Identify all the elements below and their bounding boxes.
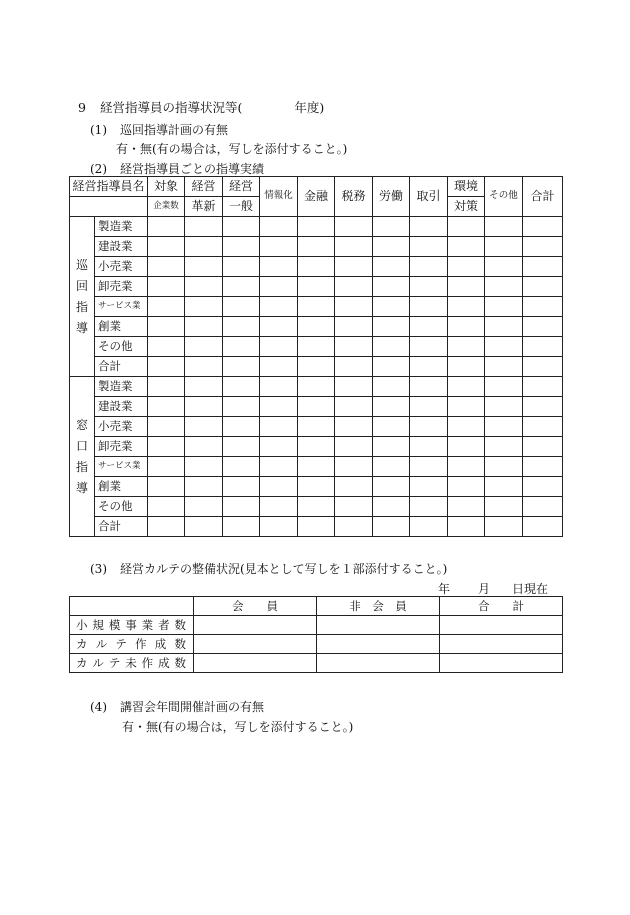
- data-cell[interactable]: [335, 297, 373, 317]
- data-cell[interactable]: [223, 517, 260, 537]
- data-cell[interactable]: [298, 297, 335, 317]
- data-cell[interactable]: [148, 437, 185, 457]
- data-cell[interactable]: [185, 377, 223, 397]
- data-cell[interactable]: [485, 297, 523, 317]
- data-cell[interactable]: [148, 297, 185, 317]
- data-cell[interactable]: [373, 417, 410, 437]
- col-kakushin-bottom: 革新: [185, 197, 223, 217]
- guidance-row: [70, 317, 563, 337]
- guidance-row: [70, 477, 563, 497]
- date-month: 月: [478, 582, 491, 596]
- data-cell[interactable]: [373, 457, 410, 477]
- data-cell[interactable]: [523, 357, 563, 377]
- data-cell[interactable]: [223, 417, 260, 437]
- data-cell[interactable]: [148, 417, 185, 437]
- karte-col-nonmember: 非 会 員: [317, 597, 440, 616]
- data-cell[interactable]: [148, 397, 185, 417]
- data-cell[interactable]: [485, 257, 523, 277]
- karte-cell[interactable]: [440, 616, 563, 635]
- data-cell[interactable]: [298, 217, 335, 237]
- data-cell[interactable]: [335, 437, 373, 457]
- data-cell[interactable]: [185, 237, 223, 257]
- karte-cell[interactable]: [194, 635, 317, 654]
- data-cell[interactable]: [335, 357, 373, 377]
- industry-label: 合計: [95, 357, 148, 377]
- industry-label: 建設業: [95, 397, 148, 417]
- data-cell[interactable]: [148, 237, 185, 257]
- data-cell[interactable]: [335, 417, 373, 437]
- data-cell[interactable]: [148, 257, 185, 277]
- data-cell[interactable]: [523, 317, 563, 337]
- karte-col-total: 合 計: [440, 597, 563, 616]
- data-cell[interactable]: [298, 277, 335, 297]
- data-cell[interactable]: [185, 297, 223, 317]
- guidance-row: [70, 337, 563, 357]
- data-cell[interactable]: [335, 377, 373, 397]
- data-cell[interactable]: [448, 377, 485, 397]
- data-cell[interactable]: [185, 337, 223, 357]
- data-cell[interactable]: [298, 337, 335, 357]
- karte-cell[interactable]: [194, 616, 317, 635]
- data-cell[interactable]: [448, 517, 485, 537]
- data-cell[interactable]: [260, 297, 298, 317]
- data-cell[interactable]: [335, 517, 373, 537]
- data-cell[interactable]: [298, 457, 335, 477]
- data-cell[interactable]: [148, 377, 185, 397]
- group-char: 指: [75, 459, 88, 474]
- data-cell[interactable]: [223, 457, 260, 477]
- data-cell[interactable]: [298, 517, 335, 537]
- group-char: 窓: [75, 417, 88, 432]
- section-title: 経営指導員の指導状況等(: [100, 100, 243, 115]
- data-cell[interactable]: [523, 457, 563, 477]
- data-cell[interactable]: [185, 317, 223, 337]
- data-cell[interactable]: [373, 317, 410, 337]
- data-cell[interactable]: [410, 397, 448, 417]
- col-kakushin-top: 経営: [185, 177, 223, 197]
- karte-cell[interactable]: [440, 654, 563, 673]
- data-cell[interactable]: [410, 217, 448, 237]
- data-cell[interactable]: [223, 397, 260, 417]
- col-torihiki: 取引: [410, 177, 448, 217]
- data-cell[interactable]: [523, 297, 563, 317]
- data-cell[interactable]: [223, 297, 260, 317]
- data-cell[interactable]: [148, 277, 185, 297]
- data-cell[interactable]: [148, 517, 185, 537]
- sub4-number: (4): [90, 700, 107, 714]
- col-zeimu: 税務: [335, 177, 373, 217]
- data-cell[interactable]: [298, 237, 335, 257]
- data-cell[interactable]: [523, 377, 563, 397]
- data-cell[interactable]: [485, 237, 523, 257]
- data-cell[interactable]: [185, 497, 223, 517]
- data-cell[interactable]: [148, 497, 185, 517]
- data-cell[interactable]: [523, 517, 563, 537]
- data-cell[interactable]: [148, 337, 185, 357]
- data-cell[interactable]: [523, 277, 563, 297]
- data-cell[interactable]: [373, 257, 410, 277]
- data-cell[interactable]: [485, 317, 523, 337]
- data-cell[interactable]: [410, 497, 448, 517]
- sub2-label: 経営指導員ごとの指導実績: [120, 162, 265, 176]
- data-cell[interactable]: [373, 497, 410, 517]
- data-cell[interactable]: [335, 317, 373, 337]
- industry-label: 卸売業: [95, 437, 148, 457]
- data-cell[interactable]: [223, 437, 260, 457]
- data-cell[interactable]: [298, 477, 335, 497]
- data-cell[interactable]: [298, 497, 335, 517]
- data-cell[interactable]: [260, 517, 298, 537]
- data-cell[interactable]: [335, 217, 373, 237]
- data-cell[interactable]: [373, 357, 410, 377]
- col-joho: 情報化: [260, 177, 298, 217]
- guidance-row: [70, 257, 563, 277]
- col-kankyo-top: 環境: [448, 177, 485, 197]
- data-cell[interactable]: [523, 217, 563, 237]
- data-cell[interactable]: [185, 477, 223, 497]
- karte-table: [69, 596, 563, 673]
- guidance-row: [70, 237, 563, 257]
- col-gokei: 合計: [523, 177, 563, 217]
- data-cell[interactable]: [485, 417, 523, 437]
- data-cell[interactable]: [448, 457, 485, 477]
- group-char: 指: [75, 299, 88, 314]
- karte-cell[interactable]: [317, 635, 440, 654]
- industry-label: 創業: [95, 317, 148, 337]
- data-cell[interactable]: [410, 477, 448, 497]
- group-char: 回: [75, 278, 88, 293]
- karte-cell[interactable]: [440, 635, 563, 654]
- date-line: [438, 580, 548, 597]
- date-year: 年: [438, 582, 451, 596]
- data-cell[interactable]: [448, 337, 485, 357]
- data-cell[interactable]: [448, 497, 485, 517]
- data-cell[interactable]: [410, 357, 448, 377]
- industry-label: 製造業: [95, 217, 148, 237]
- data-cell[interactable]: [148, 357, 185, 377]
- data-cell[interactable]: [298, 397, 335, 417]
- data-cell[interactable]: [335, 457, 373, 477]
- sub4-heading: [90, 698, 264, 715]
- group-char: 導: [75, 320, 88, 335]
- data-cell[interactable]: [260, 497, 298, 517]
- data-cell[interactable]: [448, 317, 485, 337]
- data-cell[interactable]: [223, 277, 260, 297]
- sub4-options: 有・無(有の場合は，写しを添付すること。): [122, 720, 354, 734]
- industry-label: 創業: [95, 477, 148, 497]
- data-cell[interactable]: [448, 277, 485, 297]
- data-cell[interactable]: [373, 477, 410, 497]
- corner-header: 経営指導員名: [70, 177, 148, 197]
- guidance-row: [70, 517, 563, 537]
- karte-row-label: カルテ作成数: [70, 635, 194, 654]
- col-kankyo-bottom: 対策: [448, 197, 485, 217]
- industry-label: 小売業: [95, 417, 148, 437]
- data-cell[interactable]: [410, 317, 448, 337]
- data-cell[interactable]: [485, 437, 523, 457]
- data-cell[interactable]: [523, 497, 563, 517]
- data-cell[interactable]: [485, 517, 523, 537]
- section-9-heading: [78, 98, 324, 116]
- sub1-options: 有・無(有の場合は，写しを添付すること。): [116, 142, 348, 156]
- data-cell[interactable]: [298, 317, 335, 337]
- data-cell[interactable]: [335, 257, 373, 277]
- data-cell[interactable]: [448, 397, 485, 417]
- guidance-row: [70, 297, 563, 317]
- guidance-row: [70, 377, 563, 397]
- data-cell[interactable]: [485, 497, 523, 517]
- industry-label: サービス業: [95, 457, 148, 477]
- data-cell[interactable]: [148, 217, 185, 237]
- date-day: 日現在: [512, 582, 549, 596]
- group-char: 口: [75, 438, 88, 453]
- data-cell[interactable]: [148, 457, 185, 477]
- industry-label: サービス業: [95, 297, 148, 317]
- data-cell[interactable]: [223, 477, 260, 497]
- data-cell[interactable]: [260, 337, 298, 357]
- data-cell[interactable]: [448, 257, 485, 277]
- data-cell[interactable]: [448, 217, 485, 237]
- data-cell[interactable]: [298, 257, 335, 277]
- data-cell[interactable]: [185, 277, 223, 297]
- data-cell[interactable]: [523, 397, 563, 417]
- karte-row-label: カルテ未作成数: [70, 654, 194, 673]
- data-cell[interactable]: [185, 417, 223, 437]
- industry-label: 製造業: [95, 377, 148, 397]
- guidance-row: [70, 217, 563, 237]
- data-cell[interactable]: [373, 437, 410, 457]
- sub1-label: 巡回指導計画の有無: [120, 123, 229, 137]
- data-cell[interactable]: [185, 457, 223, 477]
- data-cell[interactable]: [523, 477, 563, 497]
- data-cell[interactable]: [260, 237, 298, 257]
- data-cell[interactable]: [148, 477, 185, 497]
- data-cell[interactable]: [485, 217, 523, 237]
- data-cell[interactable]: [335, 497, 373, 517]
- industry-label: その他: [95, 337, 148, 357]
- sub3-number: (3): [90, 562, 107, 576]
- data-cell[interactable]: [523, 237, 563, 257]
- data-cell[interactable]: [335, 337, 373, 357]
- col-taisho-top: 対象: [148, 177, 185, 197]
- karte-col-member: 会 員: [194, 597, 317, 616]
- sub1-number: (1): [90, 123, 107, 137]
- data-cell[interactable]: [223, 217, 260, 237]
- group-madoguchi-label: [70, 377, 95, 537]
- data-cell[interactable]: [260, 437, 298, 457]
- industry-label: 卸売業: [95, 277, 148, 297]
- data-cell[interactable]: [260, 357, 298, 377]
- data-cell[interactable]: [373, 297, 410, 317]
- data-cell[interactable]: [260, 317, 298, 337]
- data-cell[interactable]: [223, 357, 260, 377]
- karte-corner: [70, 597, 194, 616]
- guidance-row: [70, 357, 563, 377]
- data-cell[interactable]: [523, 257, 563, 277]
- data-cell[interactable]: [410, 517, 448, 537]
- data-cell[interactable]: [448, 417, 485, 437]
- data-cell[interactable]: [298, 377, 335, 397]
- data-cell[interactable]: [185, 397, 223, 417]
- data-cell[interactable]: [448, 357, 485, 377]
- data-cell[interactable]: [448, 297, 485, 317]
- data-cell[interactable]: [335, 477, 373, 497]
- industry-label: 建設業: [95, 237, 148, 257]
- data-cell[interactable]: [373, 397, 410, 417]
- col-sonota: その他: [485, 177, 523, 217]
- data-cell[interactable]: [410, 337, 448, 357]
- data-cell[interactable]: [448, 237, 485, 257]
- industry-label: 小売業: [95, 257, 148, 277]
- data-cell[interactable]: [185, 217, 223, 237]
- guidance-row: [70, 437, 563, 457]
- data-cell[interactable]: [260, 397, 298, 417]
- industry-label: その他: [95, 497, 148, 517]
- data-cell[interactable]: [410, 297, 448, 317]
- data-cell[interactable]: [260, 217, 298, 237]
- data-cell[interactable]: [410, 417, 448, 437]
- data-cell[interactable]: [260, 257, 298, 277]
- data-cell[interactable]: [410, 457, 448, 477]
- data-cell[interactable]: [485, 357, 523, 377]
- group-junkai-label: [70, 217, 95, 377]
- data-cell[interactable]: [485, 277, 523, 297]
- data-cell[interactable]: [223, 317, 260, 337]
- data-cell[interactable]: [523, 417, 563, 437]
- col-ippan-bottom: 一般: [223, 197, 260, 217]
- data-cell[interactable]: [523, 437, 563, 457]
- data-cell[interactable]: [485, 337, 523, 357]
- sub4-label: 講習会年間開催計画の有無: [120, 700, 265, 714]
- data-cell[interactable]: [223, 257, 260, 277]
- col-ippan-top: 経営: [223, 177, 260, 197]
- data-cell[interactable]: [223, 237, 260, 257]
- year-suffix: 年度): [294, 100, 325, 115]
- sub1-heading: [90, 121, 228, 138]
- data-cell[interactable]: [448, 477, 485, 497]
- data-cell[interactable]: [485, 477, 523, 497]
- data-cell[interactable]: [410, 437, 448, 457]
- data-cell[interactable]: [485, 377, 523, 397]
- data-cell[interactable]: [223, 337, 260, 357]
- guidance-row: [70, 397, 563, 417]
- section-number: 9: [78, 100, 86, 115]
- guidance-row: [70, 457, 563, 477]
- col-rodo: 労働: [373, 177, 410, 217]
- corner-blank: [70, 197, 148, 217]
- data-cell[interactable]: [148, 317, 185, 337]
- data-cell[interactable]: [448, 437, 485, 457]
- data-cell[interactable]: [185, 517, 223, 537]
- data-cell[interactable]: [373, 237, 410, 257]
- data-cell[interactable]: [298, 417, 335, 437]
- data-cell[interactable]: [260, 377, 298, 397]
- data-cell[interactable]: [410, 377, 448, 397]
- data-cell[interactable]: [373, 377, 410, 397]
- data-cell[interactable]: [410, 237, 448, 257]
- data-cell[interactable]: [523, 337, 563, 357]
- group-char: 巡: [75, 257, 88, 272]
- industry-label: 合計: [95, 517, 148, 537]
- guidance-row: [70, 497, 563, 517]
- col-kinyu: 金融: [298, 177, 335, 217]
- col-taisho-sub: 企業数: [148, 197, 185, 217]
- guidance-row: [70, 277, 563, 297]
- data-cell[interactable]: [260, 457, 298, 477]
- data-cell[interactable]: [373, 517, 410, 537]
- data-cell[interactable]: [485, 397, 523, 417]
- data-cell[interactable]: [298, 357, 335, 377]
- sub3-label: 経営カルテの整備状況(見本として写しを１部添付すること。): [120, 562, 448, 576]
- data-cell[interactable]: [298, 437, 335, 457]
- data-cell[interactable]: [410, 257, 448, 277]
- data-cell[interactable]: [223, 497, 260, 517]
- guidance-table: [69, 176, 563, 537]
- data-cell[interactable]: [260, 277, 298, 297]
- data-cell[interactable]: [335, 397, 373, 417]
- sub2-number: (2): [90, 162, 107, 176]
- sub3-heading: [90, 560, 447, 577]
- data-cell[interactable]: [185, 257, 223, 277]
- data-cell[interactable]: [373, 337, 410, 357]
- data-cell[interactable]: [373, 277, 410, 297]
- guidance-body: [70, 217, 563, 537]
- data-cell[interactable]: [260, 477, 298, 497]
- data-cell[interactable]: [335, 277, 373, 297]
- data-cell[interactable]: [260, 417, 298, 437]
- karte-cell[interactable]: [317, 616, 440, 635]
- karte-row-label: 小規模事業者数: [70, 616, 194, 635]
- data-cell[interactable]: [335, 237, 373, 257]
- data-cell[interactable]: [373, 217, 410, 237]
- group-char: 導: [75, 480, 88, 495]
- guidance-row: [70, 417, 563, 437]
- data-cell[interactable]: [410, 277, 448, 297]
- data-cell[interactable]: [223, 377, 260, 397]
- data-cell[interactable]: [485, 457, 523, 477]
- karte-cell[interactable]: [317, 654, 440, 673]
- karte-cell[interactable]: [194, 654, 317, 673]
- data-cell[interactable]: [185, 357, 223, 377]
- sub2-heading: [90, 160, 264, 177]
- data-cell[interactable]: [185, 437, 223, 457]
